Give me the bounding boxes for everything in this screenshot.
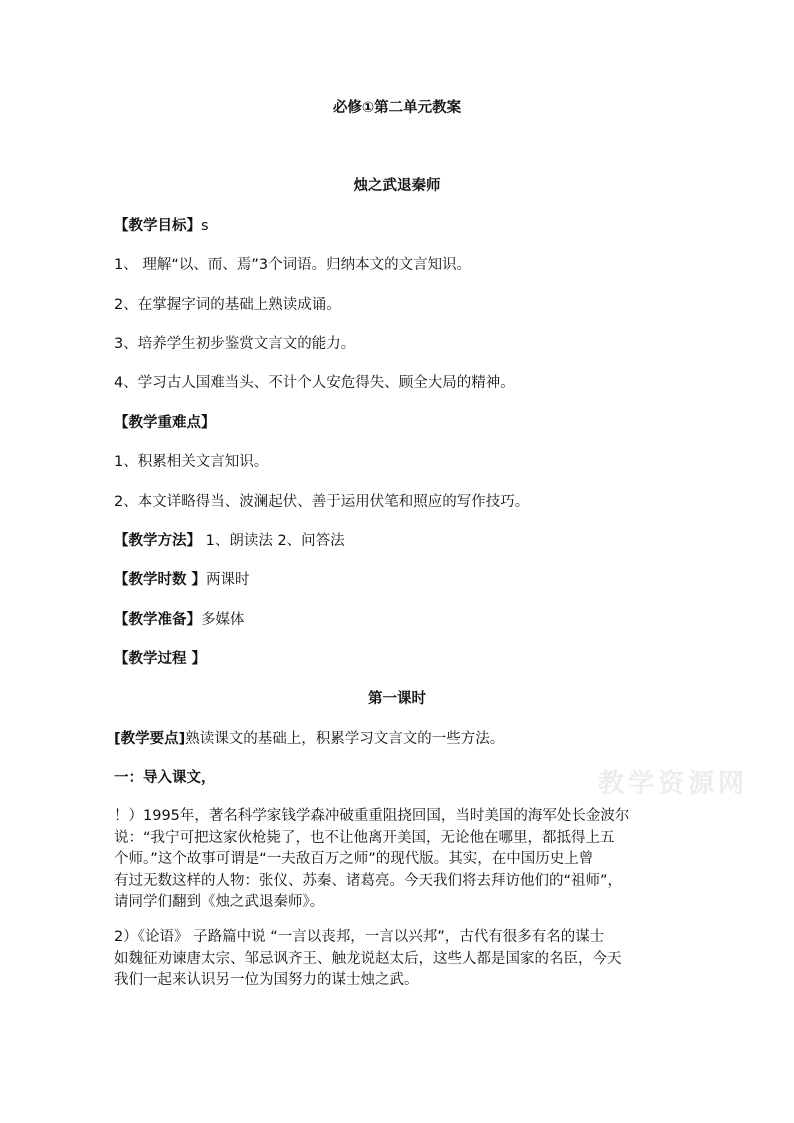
paragraph-line: 说：“我宁可把这家伙枪毙了，也不让他离开美国，无论他在哪里，都抵得上五 xyxy=(114,829,615,846)
lesson-title: 烛之武退秦师 xyxy=(353,178,441,194)
intro-paragraph-1 xyxy=(114,806,694,914)
objective-item: 2、在掌握字词的基础上熟读成诵。 xyxy=(114,297,341,313)
paragraph-line: ！）1995年，著名科学家钱学森冲破重重阻挠回国，当时美国的海军处长金波尔 xyxy=(114,808,630,824)
hours-line xyxy=(114,570,250,590)
paragraph-line: 请同学们翻到《烛之武退秦师》。 xyxy=(114,894,325,910)
paragraph-line: 如魏征劝谏唐太宗、邹忌讽齐王、触龙说赵太后，这些人都是国家的名臣，今天 xyxy=(114,950,622,967)
key-point-item: 2、本文详略得当、波澜起伏、善于运用伏笔和照应的写作技巧。 xyxy=(114,494,530,510)
paragraph-line: 我们一起来认识另一位为国努力的谋士烛之武。 xyxy=(114,972,419,988)
period-title: 第一课时 xyxy=(368,691,426,707)
hours-value: 两课时 xyxy=(206,572,250,588)
objectives-heading: 【教学目标】 xyxy=(114,218,201,234)
intro-paragraph-2 xyxy=(114,927,694,992)
key-point-item: 1、积累相关文言知识。 xyxy=(114,454,269,470)
watermark: 教学资源网 xyxy=(598,769,749,799)
method-value: 1、朗读法 2、问答法 xyxy=(201,533,345,549)
hours-heading: 【教学时数 】 xyxy=(114,572,207,588)
prep-heading: 【教学准备】 xyxy=(114,612,201,628)
document-title: 必修①第二单元教案 xyxy=(332,100,462,116)
paragraph-line: 2）《论语》 子路篇中说 “一言以丧邦，一言以兴邦”，古代有很多有名的谋士 xyxy=(114,929,605,945)
method-line xyxy=(114,531,345,551)
points-value: 熟读课文的基础上，积累学习文言文的一些方法。 xyxy=(185,731,505,747)
intro-heading: 一：导入课文， xyxy=(114,770,216,786)
points-line xyxy=(114,729,504,749)
paragraph-line: 有过无数这样的人物：张仪、苏秦、诸葛亮。今天我们将去拜访他们的“祖师”， xyxy=(114,872,623,889)
prep-value: 多媒体 xyxy=(201,612,245,628)
key-points-heading: 【教学重难点】 xyxy=(114,415,216,431)
method-heading: 【教学方法】 xyxy=(114,533,201,549)
prep-line xyxy=(114,610,245,630)
paragraph-line: 个师。”这个故事可谓是“一夫敌百万之师”的现代版。其实，在中国历史上曾 xyxy=(114,851,594,867)
points-heading: [教学要点] xyxy=(114,731,186,747)
objective-item: 4、学习古人国难当头、不计个人安危得失、顾全大局的精神。 xyxy=(114,375,515,391)
process-heading: 【教学过程 】 xyxy=(114,651,207,667)
objective-item: 1、 理解“以、而、焉”3个词语。归纳本文的文言知识。 xyxy=(114,257,472,273)
objectives-suffix: s xyxy=(201,218,209,234)
objective-item: 3、培养学生初步鉴赏文言文的能力。 xyxy=(114,336,356,352)
objectives-line xyxy=(114,216,209,236)
